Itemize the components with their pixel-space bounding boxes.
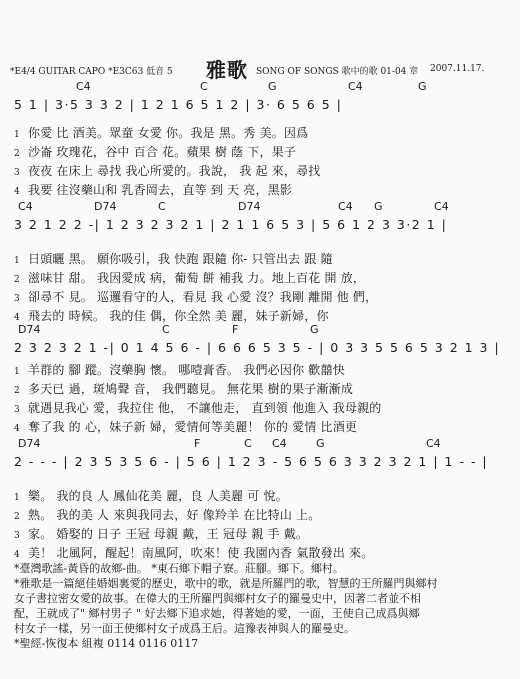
chord: C — [200, 80, 208, 93]
lyric-line-4: 4 美！ 北風阿，醒起！南風阿，吹來！使 我園內香 氣散發出 來。 — [14, 546, 374, 560]
chord: D74 — [94, 200, 117, 213]
lyric-line-1: 1 樂。 我的良 人 鳳仙花美 麗，良 人美麗 可 悅。 — [14, 489, 288, 503]
chord: C — [162, 323, 170, 336]
chord: C4 — [338, 200, 353, 213]
music-system-1 — [14, 80, 510, 200]
lyric-line-1: 1 羊群的 腳 蹤。沒藥胸 懷。 哪噎膏香。 我們必因你 歡囍快 — [14, 363, 345, 377]
chord: C — [244, 437, 252, 450]
chord: C4 — [348, 80, 363, 93]
chord: C4 — [76, 80, 91, 93]
lyric-line-1: 1 日頭曬 黑。 願你吸引，我 快跑 跟隨 你- 只管出去 跟 隨 — [14, 252, 333, 266]
note-line: 村女子一樣，另一面王使鄉村女子成爲王后。這豫表神與人的羅曼史。 — [14, 622, 355, 635]
notation-row: 2 - - - | 2 3 5 3 5 6 - | 5 6 | 1 2 3 - 5 6 5 6 3 3 2 3 2 1 | 1 - - | — [14, 454, 489, 469]
chord: D74 — [238, 200, 261, 213]
footnotes — [14, 561, 510, 651]
lyric-line-3: 3 卻尋不 見。 巡邏看守的人，看見 我 心愛 沒？我剛 離開 他 們， — [14, 290, 378, 304]
chord: G — [316, 437, 325, 450]
chord: G — [310, 323, 319, 336]
note-line: *聖經-恢復本 組複 0114 0116 0117 — [14, 637, 199, 650]
chord: C4 — [434, 200, 449, 213]
notation-row: 2 3 2 3 2 1 -| 0 1 4 5 6 - | 6 6 6 5 3 5 - | 0 3 3 5 5 6 5 3 2 1 3 | — [14, 340, 501, 355]
lyric-line-4: 4 飛去的 時候。 我的佳 偶，你全然 美 麗，妹子新婦，你 — [14, 309, 329, 323]
chord-row — [14, 80, 510, 94]
chord: F — [232, 323, 239, 336]
song-subtitle: SONG OF SONGS 歌中的歌 01-04 章 — [256, 67, 419, 77]
lyric-line-2: 2 多天已 過，斑鳩聲 音， 我們聽見。 無花果 樹的果子漸漸成 — [14, 382, 354, 396]
note-line: *雅歌是一篇絕佳婚姻裏愛的歷史，歌中的歌，就是所羅門的歌，智慧的王所羅門與鄉村 — [14, 577, 438, 590]
note-line: 配，王就成了" 鄉村男子 " 好去鄉下追求她，得著她的愛，一面，王使自己成爲與鄉 — [14, 607, 420, 620]
chord: C4 — [18, 200, 33, 213]
date: 2007.11.17. — [430, 64, 485, 74]
note-line: *臺灣歌謠-黃昏的故鄉-曲。 *東石鄉下帽子寮。莊腳。鄉下。鄉村。 — [14, 562, 344, 575]
lyric-line-4: 4 奪了我 的 心，妹子新 婦，愛情何等美麗！ 你的 愛情 比酒更 — [14, 420, 358, 434]
lyric-line-2: 2 熟。 我的美 人 來與我同去，好 像羚羊 在比特山 上。 — [14, 508, 321, 522]
chord: D74 — [18, 437, 41, 450]
chord: G — [268, 80, 277, 93]
lyric-line-2: 2 滋味甘 甜。 我因愛成 病，葡萄 餅 補我 力。地上百花 開 放， — [14, 271, 366, 285]
song-title: 雅歌 — [206, 58, 248, 82]
notation-row: 3 2 1 2 2 -| 1 2 3 2 3 2 1 | 2 1 1 6 5 3 | 5 6 1 2 3 3·2 1 | — [14, 217, 448, 232]
chord-row — [14, 323, 510, 337]
music-system-2 — [14, 200, 510, 322]
chord-row — [14, 437, 510, 451]
chord: D74 — [18, 323, 41, 336]
chord: C — [158, 200, 166, 213]
lyric-line-1: 1 你愛 比 酒美。眾童 女愛 你。我是 黑。秀 美。因爲 — [14, 126, 309, 140]
chord: G — [418, 80, 427, 93]
chord: F — [194, 437, 201, 450]
header — [10, 54, 515, 82]
chord: G — [374, 200, 383, 213]
chord: C4 — [426, 437, 441, 450]
chord: C4 — [272, 437, 287, 450]
lyric-line-3: 3 家。 婚娶的 日子 王冠 母親 戴，王 冠母 親 手 戴。 — [14, 527, 309, 541]
lyric-line-4: 4 我要 往沒藥山和 乳香岡去，直等 到 天 亮，黑影 — [14, 183, 293, 197]
lyric-line-3: 3 就遇見我心 愛，我拉住 他， 不讓他走， 直到領 他進入 我母親的 — [14, 401, 382, 415]
notation-row: 5 1 | 3·5 3 3 2 | 1 2 1 6 5 1 2 | 3· 6 5 6 5 | — [14, 97, 343, 112]
note-line: 女子書拉密女愛的故事。在偉大的王所羅門與鄉村女子的羅曼史中，因著二者並不相 — [14, 592, 421, 605]
music-system-3 — [14, 323, 510, 445]
key-info: *E4/4 GUITAR CAPO *E3C63 低音 5 — [10, 67, 173, 77]
music-system-4 — [14, 437, 510, 561]
lyric-line-2: 2 沙崙 玫瑰花，谷中 百合 花。蘋果 樹 蔭 下，果子 — [14, 145, 297, 159]
lyric-line-3: 3 夜夜 在床上 尋找 我心所愛的。我說， 我 起 來，尋找 — [14, 164, 321, 178]
chord-row — [14, 200, 510, 214]
